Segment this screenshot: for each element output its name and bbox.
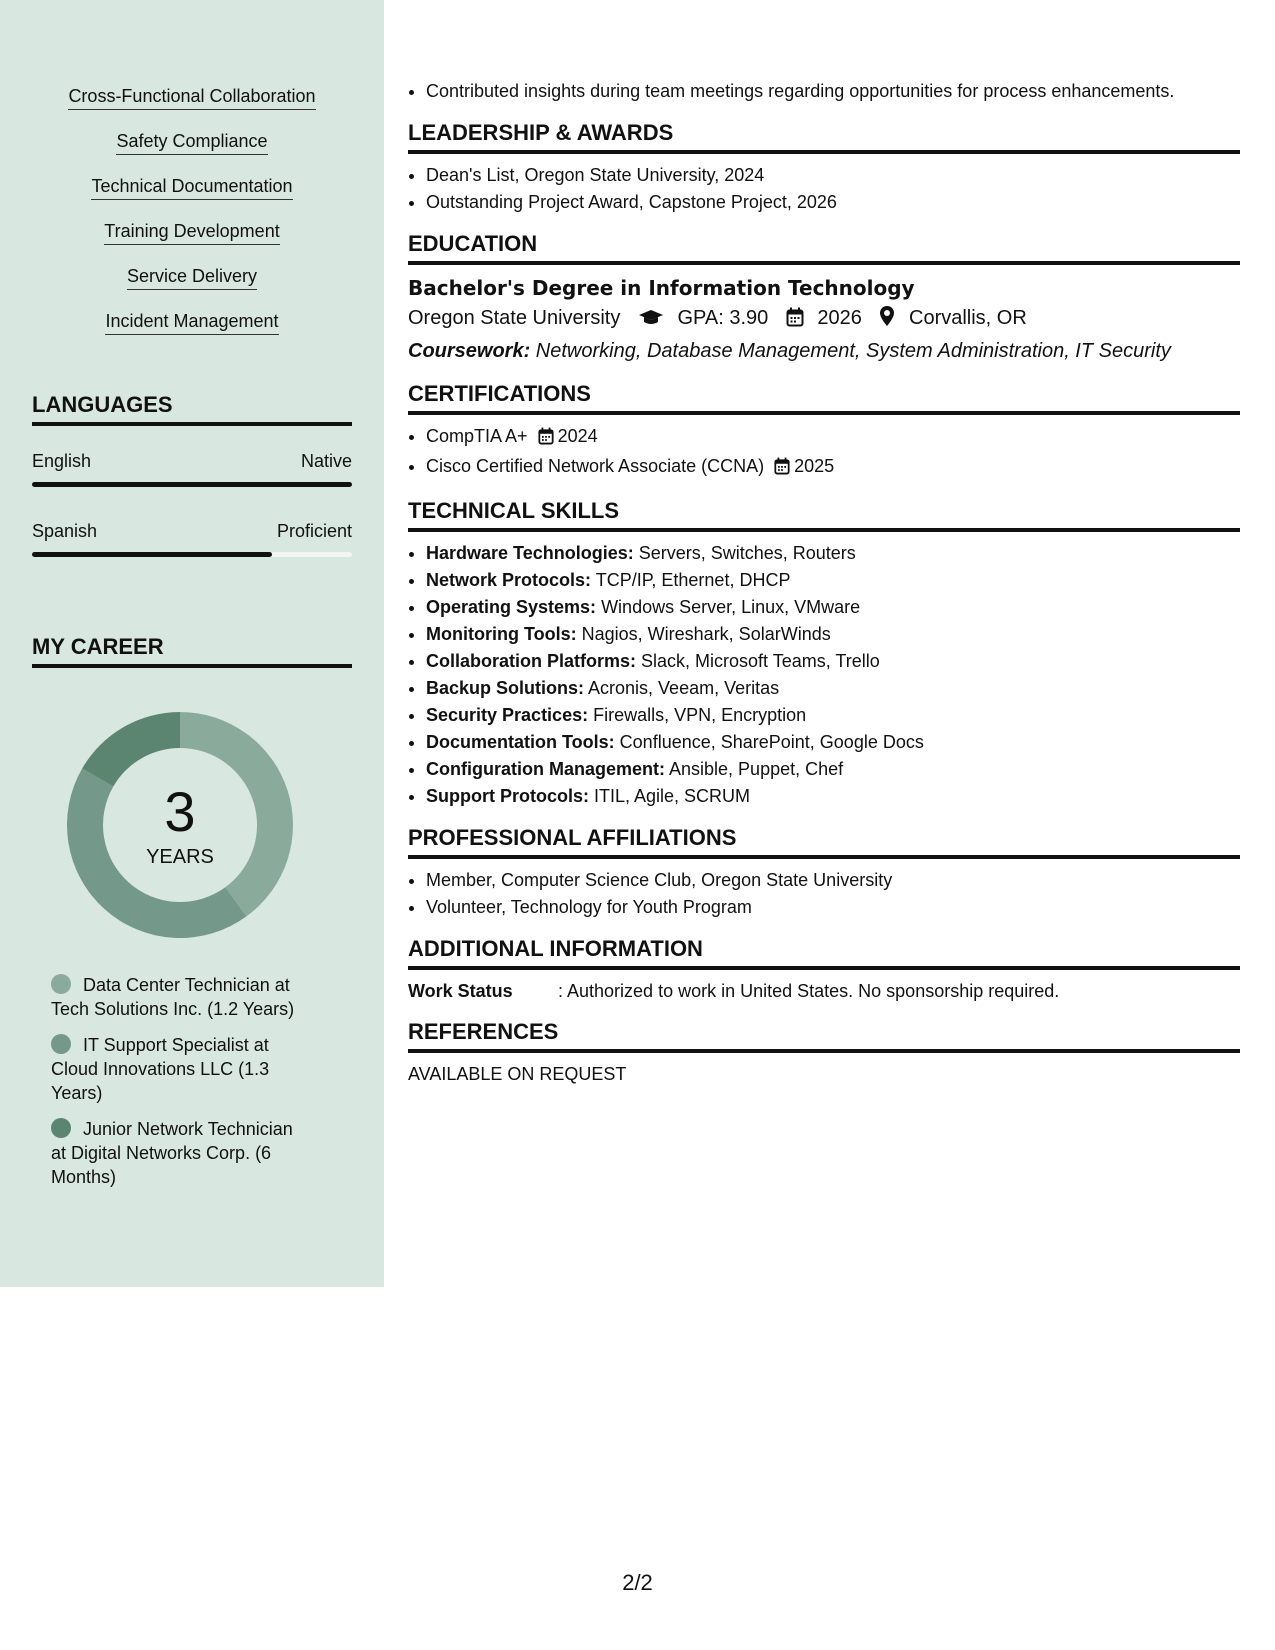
- location-pin-icon: [879, 305, 895, 336]
- coursework-label: Coursework:: [408, 340, 531, 362]
- skills-list: [0, 85, 384, 355]
- skill-value: Ansible, Puppet, Chef: [665, 759, 844, 779]
- list-item: • Outstanding Project Award, Capstone Project, 2026: [426, 189, 1240, 216]
- career-years-label: YEARS: [146, 846, 214, 868]
- language-bar-fill: [32, 482, 352, 487]
- language-bar-fill: [32, 552, 272, 557]
- language-name: Spanish: [32, 521, 98, 541]
- list-item: • Member, Computer Science Club, Oregon State University: [426, 867, 1240, 894]
- skill-label: Hardware Technologies:: [426, 543, 634, 563]
- coursework-list: Networking, Database Management, System Administration, IT Security: [530, 340, 1171, 362]
- list-item: [426, 453, 1240, 483]
- references-heading: REFERENCES: [408, 1018, 1240, 1053]
- career-item-text: Data Center Technician at Tech Solutions Inc. (1.2 Years): [51, 975, 295, 1019]
- career-heading: MY CAREER: [32, 634, 352, 668]
- list-item: [426, 702, 1240, 729]
- certification-year: 2025: [794, 456, 835, 476]
- legend-dot-icon: [51, 974, 71, 994]
- graduation-cap-icon: [638, 306, 664, 336]
- career-item-text: Junior Network Technician at Digital Networks Corp. (6 Months): [51, 1119, 293, 1187]
- skill-label: Security Practices:: [426, 705, 589, 725]
- calendar-icon: [538, 426, 554, 453]
- coursework: [408, 336, 1240, 366]
- technical-skills-list: [408, 540, 1240, 810]
- certifications-list: [408, 423, 1240, 483]
- skill-item: Training Development: [104, 220, 279, 245]
- sidebar: [0, 0, 384, 1287]
- degree-title: Bachelor's Degree in Information Technology: [408, 276, 915, 300]
- skill-label: Operating Systems:: [426, 597, 597, 617]
- career-item: [51, 973, 311, 1021]
- legend-dot-icon: [51, 1034, 71, 1054]
- list-item: • Contributed insights during team meetings regarding opportunities for process enhancements.: [426, 78, 1240, 105]
- skill-value: Confluence, SharePoint, Google Docs: [614, 732, 924, 752]
- certification-name: CompTIA A+: [426, 426, 528, 446]
- language-bar-spanish: [32, 552, 352, 557]
- languages-heading: LANGUAGES: [32, 392, 352, 426]
- list-item: [426, 756, 1240, 783]
- list-item: [426, 675, 1240, 702]
- skill-label: Documentation Tools:: [426, 732, 615, 752]
- leadership-heading: LEADERSHIP & AWARDS: [408, 119, 1240, 154]
- skill-value: Windows Server, Linux, VMware: [596, 597, 861, 617]
- list-item: [426, 783, 1240, 810]
- skill-item: Technical Documentation: [91, 175, 292, 200]
- career-item-text: IT Support Specialist at Cloud Innovations LLC (1.3 Years): [51, 1035, 270, 1103]
- career-total-years: 3: [164, 780, 196, 843]
- list-item: [426, 423, 1240, 453]
- affiliations-list: [408, 867, 1240, 921]
- gpa: GPA: 3.90: [677, 307, 769, 329]
- graduation-year: 2026: [817, 307, 862, 329]
- skill-value: Nagios, Wireshark, SolarWinds: [576, 624, 831, 644]
- work-status: [408, 978, 1240, 1004]
- skill-label: Network Protocols:: [426, 570, 592, 590]
- skill-value: Slack, Microsoft Teams, Trello: [636, 651, 880, 671]
- skill-item: Safety Compliance: [116, 130, 267, 155]
- donut-segment: [82, 712, 180, 787]
- skill-label: Support Protocols:: [426, 786, 589, 806]
- list-item: [426, 540, 1240, 567]
- school-name: Oregon State University: [408, 307, 621, 329]
- calendar-icon: [786, 306, 804, 336]
- skill-value: Servers, Switches, Routers: [633, 543, 856, 563]
- certification-name: Cisco Certified Network Associate (CCNA): [426, 456, 765, 476]
- list-item: [426, 594, 1240, 621]
- leadership-list: [408, 162, 1240, 216]
- skill-value: Firewalls, VPN, Encryption: [588, 705, 807, 725]
- main-content: [408, 78, 1240, 1087]
- technical-skills-heading: TECHNICAL SKILLS: [408, 497, 1240, 532]
- language-level: Proficient: [276, 521, 352, 541]
- experience-bullets: [408, 78, 1240, 105]
- list-item: • Dean's List, Oregon State University, 2024: [426, 162, 1240, 189]
- references-text: AVAILABLE ON REQUEST: [408, 1064, 627, 1084]
- language-level: Native: [300, 451, 352, 471]
- list-item: • Volunteer, Technology for Youth Program: [426, 894, 1240, 921]
- career-donut-chart: [67, 712, 293, 938]
- skill-label: Collaboration Platforms:: [426, 651, 637, 671]
- work-status-value: : Authorized to work in United States. No sponsorship required.: [558, 981, 1060, 1001]
- skill-value: ITIL, Agile, SCRUM: [589, 786, 751, 806]
- language-bar-english: [32, 482, 352, 487]
- list-item: [426, 621, 1240, 648]
- skill-item: Service Delivery: [127, 265, 257, 290]
- list-item: [426, 648, 1240, 675]
- skill-label: Configuration Management:: [426, 759, 665, 779]
- work-status-label: Work Status: [408, 981, 513, 1001]
- skill-label: Backup Solutions:: [426, 678, 585, 698]
- list-item: [426, 567, 1240, 594]
- skill-item: Incident Management: [105, 310, 278, 335]
- calendar-icon: [774, 456, 790, 483]
- affiliations-heading: PROFESSIONAL AFFILIATIONS: [408, 824, 1240, 859]
- additional-info-heading: ADDITIONAL INFORMATION: [408, 935, 1240, 970]
- career-legend: [51, 973, 311, 1201]
- certifications-heading: CERTIFICATIONS: [408, 380, 1240, 415]
- language-name: English: [32, 451, 92, 471]
- skill-label: Monitoring Tools:: [426, 624, 577, 644]
- list-item: [426, 729, 1240, 756]
- certification-year: 2024: [557, 426, 598, 446]
- page-number: 2/2: [622, 1570, 653, 1595]
- legend-dot-icon: [51, 1118, 71, 1138]
- school-location: Corvallis, OR: [909, 307, 1027, 329]
- career-item: [51, 1117, 311, 1189]
- education-details: [408, 303, 1240, 336]
- career-item: [51, 1033, 311, 1105]
- skill-value: Acronis, Veeam, Veritas: [584, 678, 780, 698]
- education-heading: EDUCATION: [408, 230, 1240, 265]
- skill-value: TCP/IP, Ethernet, DHCP: [591, 570, 791, 590]
- skill-item: Cross-Functional Collaboration: [68, 85, 315, 110]
